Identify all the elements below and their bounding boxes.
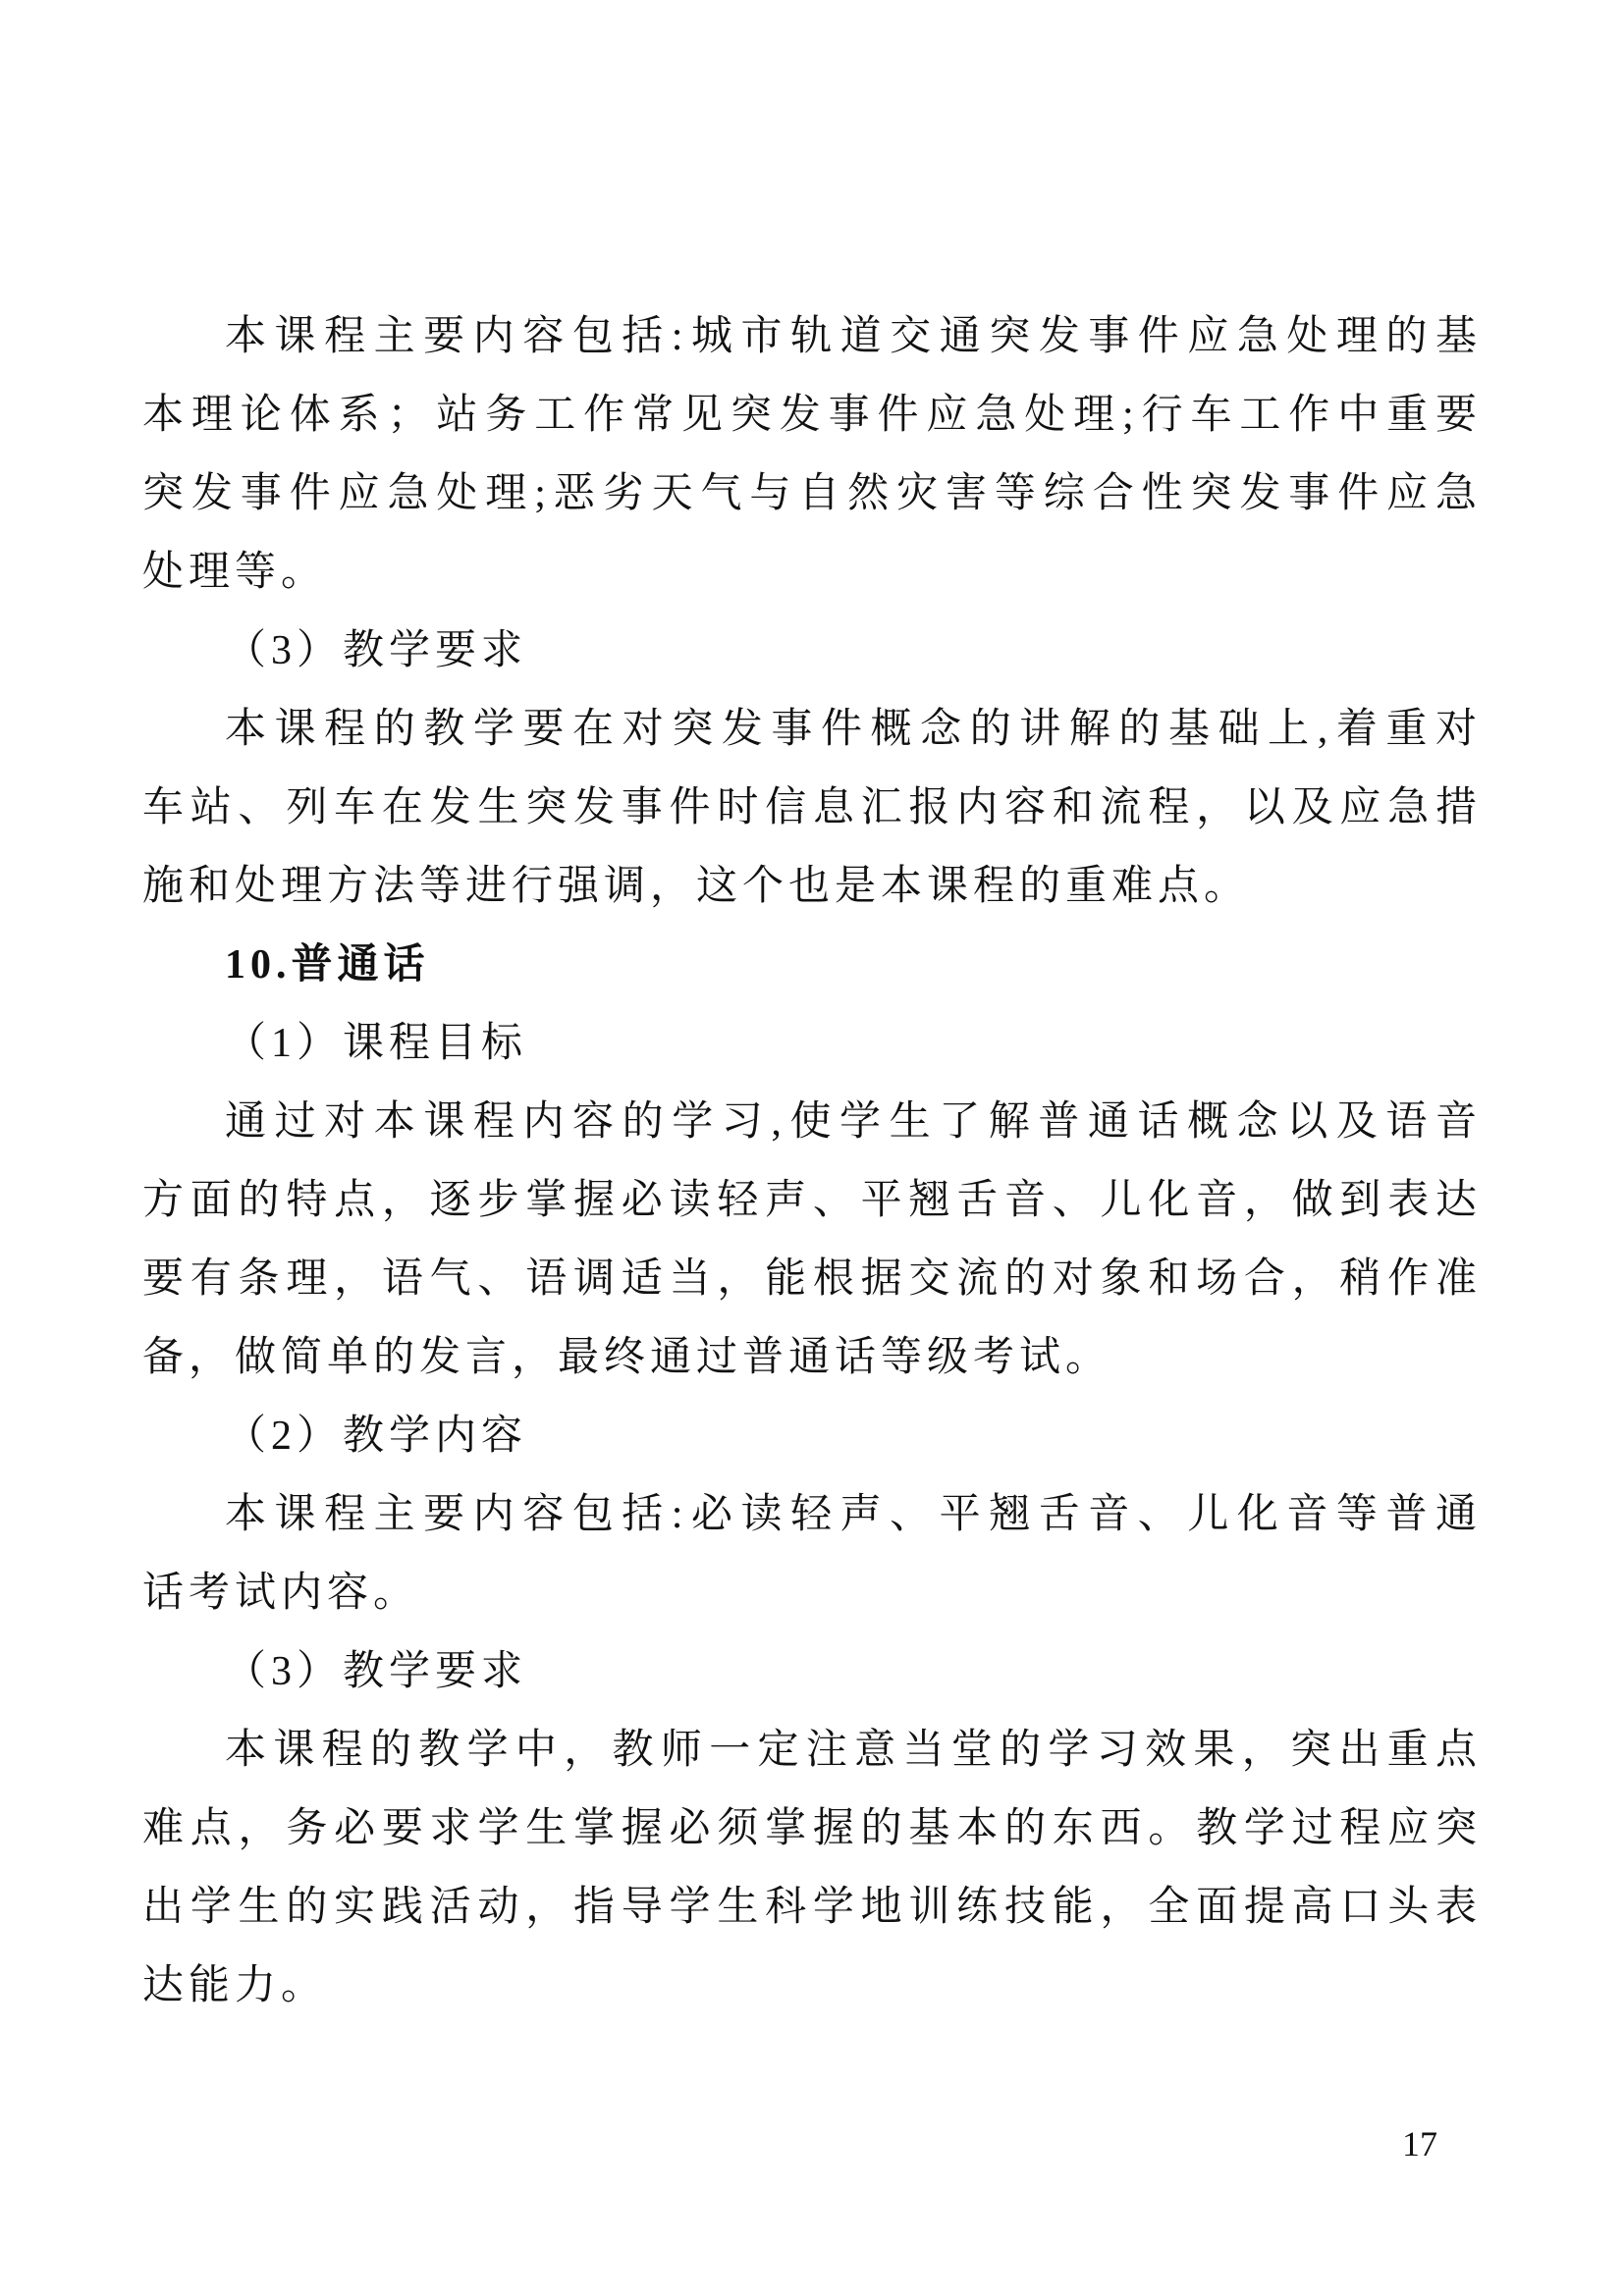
text-line: 车站、列车在发生突发事件时信息汇报内容和流程，以及应急措	[142, 785, 1482, 830]
section-heading: （3）教学要求	[225, 1649, 528, 1694]
section-heading: （3）教学要求	[225, 628, 528, 673]
text-line: 难点，务必要求学生掌握必须掌握的基本的东西。教学过程应突	[142, 1806, 1482, 1851]
text-line: 通过对本课程内容的学习,使学生了解普通话概念以及语音	[225, 1099, 1482, 1145]
section-heading: （2）教学内容	[225, 1414, 528, 1459]
text-line: 本课程的教学要在对突发事件概念的讲解的基础上,着重对	[225, 707, 1482, 752]
text-line: 本理论体系；站务工作常见突发事件应急处理;行车工作中重要	[142, 393, 1482, 438]
text-line: 突发事件应急处理;恶劣天气与自然灾害等综合性突发事件应急	[142, 471, 1482, 516]
text-line: 施和处理方法等进行强调，这个也是本课程的重难点。	[142, 864, 1251, 909]
document-body	[142, 297, 1482, 2025]
text-line: 要有条理，语气、语调适当，能根据交流的对象和场合，稍作准	[142, 1256, 1482, 1302]
page-number: 17	[1402, 2124, 1437, 2163]
text-line: 出学生的实践活动，指导学生科学地训练技能，全面提高口头表	[142, 1885, 1482, 1930]
text-line: 话考试内容。	[142, 1571, 420, 1616]
text-line: 达能力。	[142, 1963, 328, 2008]
text-line: 本课程主要内容包括:城市轨道交通突发事件应急处理的基	[225, 314, 1482, 359]
section-heading: 10.普通话	[225, 942, 430, 988]
text-line: 方面的特点，逐步掌握必读轻声、平翘舌音、儿化音，做到表达	[142, 1178, 1482, 1223]
text-line: 备，做简单的发言，最终通过普通话等级考试。	[142, 1335, 1112, 1380]
text-line: 处理等。	[142, 550, 328, 595]
text-line: 本课程的教学中，教师一定注意当堂的学习效果，突出重点	[225, 1728, 1482, 1773]
section-heading: （1）课程目标	[225, 1021, 528, 1066]
text-line: 本课程主要内容包括:必读轻声、平翘舌音、儿化音等普通	[225, 1492, 1482, 1537]
